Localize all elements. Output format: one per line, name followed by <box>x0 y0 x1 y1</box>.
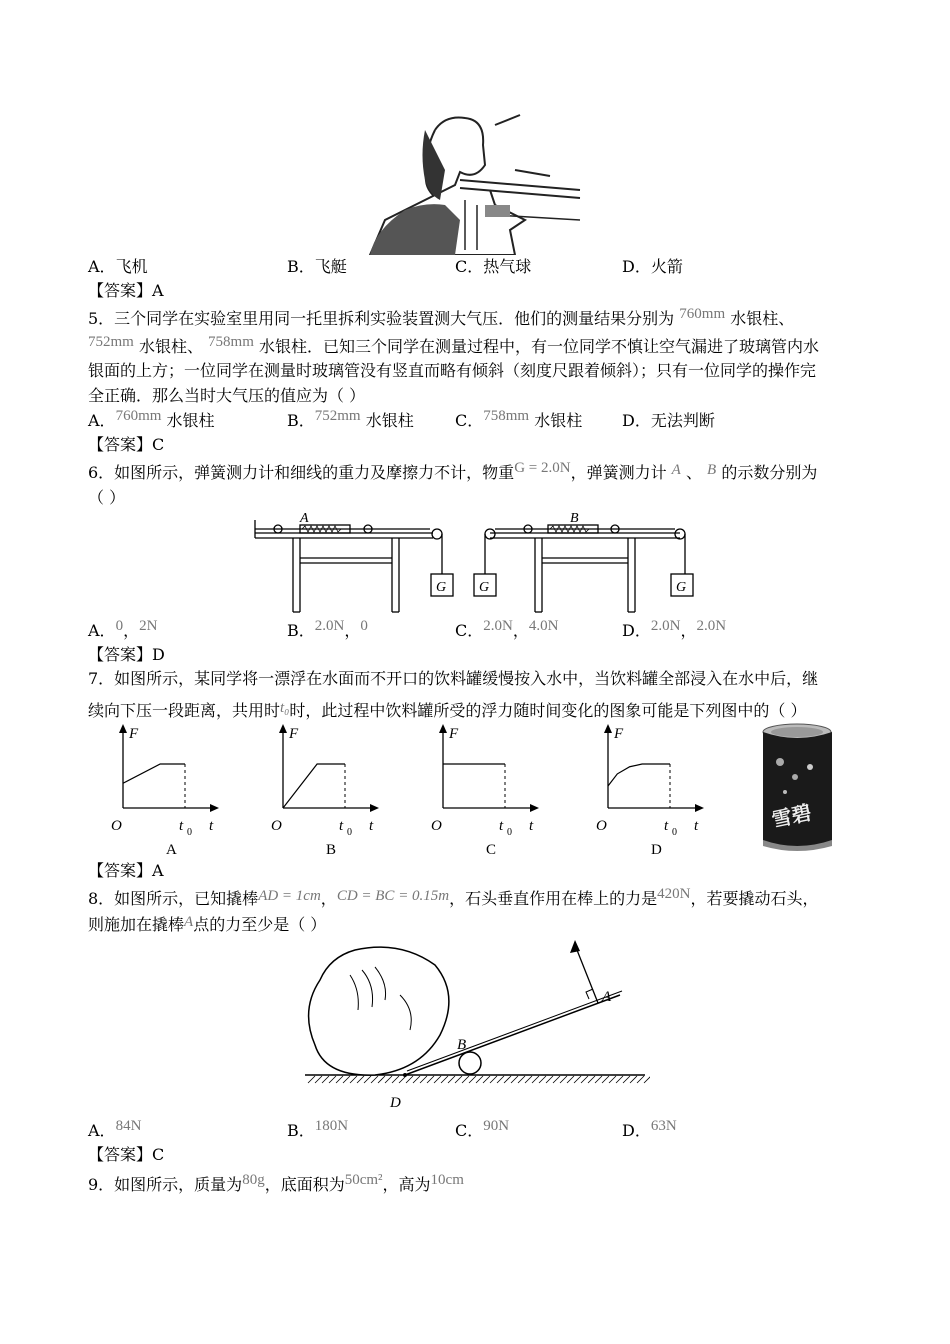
q5-option-b[interactable]: B．752mm 水银柱 <box>287 408 414 430</box>
ground-hatch-line <box>567 1076 574 1083</box>
ground-hatch-line <box>623 1076 630 1083</box>
ground-hatch-line <box>483 1076 490 1083</box>
ground-hatch-line <box>448 1076 455 1083</box>
ground-hatch-line <box>602 1076 609 1083</box>
q5-line3: 银面的上方；一位同学在测量时玻璃管没有竖直而略有倾斜（刻度尺跟着倾斜）；只有一位同学的操作完 <box>88 361 817 380</box>
ground-hatch-line <box>490 1076 497 1083</box>
q8-line1: 8．如图所示，已知撬棒AD = 1cm，CD = BC = 0.15m，石头垂直作用在棒上的力是420N，若要撬动石头， <box>88 886 819 908</box>
ground-hatch-line <box>553 1076 560 1083</box>
ground-hatch-line <box>434 1076 441 1083</box>
origin-label: O <box>431 818 442 834</box>
graph-d <box>595 722 710 862</box>
origin-label: O <box>111 818 122 834</box>
right-weight-g-left: G <box>479 580 490 595</box>
ground-hatch-line <box>469 1076 476 1083</box>
y-axis-arrow <box>119 724 127 733</box>
x-axis-label: t <box>209 818 214 834</box>
ground-hatch-line <box>364 1076 371 1083</box>
ground-hatch-line <box>441 1076 448 1083</box>
label-a: A <box>300 511 309 526</box>
q6-option-b[interactable]: B．2.0N，0 <box>287 618 368 640</box>
y-axis-arrow <box>439 724 447 733</box>
t0-tick-label: t <box>499 818 504 834</box>
q8-option-a[interactable]: A．84N <box>88 1118 142 1140</box>
lever-figure <box>300 935 650 1115</box>
graph-a <box>110 722 225 862</box>
right-table <box>474 525 693 612</box>
series-line <box>123 764 185 783</box>
ground-hatch-line <box>399 1076 406 1083</box>
t0-subscript: 0 <box>507 827 512 838</box>
t0-subscript: 0 <box>347 827 352 838</box>
series-line <box>283 764 345 808</box>
q4-option-c[interactable]: C．热气球 <box>455 257 532 276</box>
q6-option-c[interactable]: C．2.0N，4.0N <box>455 618 559 640</box>
can-brand-text: 雪碧 <box>770 802 814 832</box>
ground-hatch-line <box>532 1076 539 1083</box>
torricelli-illustration <box>365 110 590 255</box>
y-axis-arrow <box>279 724 287 733</box>
graph-title: C <box>486 842 497 858</box>
q7-line2: 续向下压一段距离，共用时t₀时，此过程中饮料罐所受的浮力随时间变化的图象可能是下列图中的（ ） <box>88 700 807 720</box>
q5-line1: 5．三个同学在实验室里用同一托里拆利实验装置测大气压．他们的测量结果分别为 760mm 水银柱、 <box>88 306 795 328</box>
ground-hatch-line <box>609 1076 616 1083</box>
ground-hatch-line <box>427 1076 434 1083</box>
q6-line1: 6．如图所示，弹簧测力计和细线的重力及摩擦力不计，物重G = 2.0N，弹簧测力计 A 、 B 的示数分别为 <box>88 460 818 482</box>
graph-title: A <box>166 842 177 858</box>
q9-line1: 9．如图所示，质量为80g，底面积为50cm²，高为10cm <box>88 1172 464 1194</box>
ground-hatch-line <box>455 1076 462 1083</box>
graph-title: D <box>651 842 662 858</box>
q4-option-a[interactable]: A．飞机 <box>88 257 148 276</box>
ground-hatch-line <box>616 1076 623 1083</box>
ground-hatch-line <box>462 1076 469 1083</box>
ground-hatch-line <box>518 1076 525 1083</box>
q4-option-b[interactable]: B．飞艇 <box>287 257 347 276</box>
t0-subscript: 0 <box>672 827 677 838</box>
ground-hatch-line <box>378 1076 385 1083</box>
ground-hatch-line <box>413 1076 420 1083</box>
t0-tick-label: t <box>179 818 184 834</box>
q8-answer: 【答案】C <box>88 1145 165 1164</box>
q5-answer: 【答案】C <box>88 435 165 454</box>
label-b: B <box>570 511 579 526</box>
q6-option-a[interactable]: A．0，2N <box>88 618 158 640</box>
lever-label-a: A <box>602 989 612 1005</box>
graph-c <box>430 722 545 862</box>
q5-option-a[interactable]: A．760mm 水银柱 <box>88 408 215 430</box>
ground-hatch-line <box>560 1076 567 1083</box>
x-axis-label: t <box>369 818 374 834</box>
ground-hatch-line <box>644 1076 650 1083</box>
ground-hatch-line <box>371 1076 378 1083</box>
x-axis-arrow <box>695 804 704 812</box>
ground-hatch-line <box>525 1076 532 1083</box>
spring-scale-figure <box>250 510 700 615</box>
x-axis-label: t <box>694 818 699 834</box>
left-weight-g: G <box>436 580 447 595</box>
t0-tick-label: t <box>339 818 344 834</box>
t0-tick-label: t <box>664 818 669 834</box>
ground-hatch-line <box>546 1076 553 1083</box>
ground-hatch-line <box>385 1076 392 1083</box>
q8-line2: 则施加在撬棒A点的力至少是（ ） <box>88 914 327 934</box>
q5-line4: 全正确．那么当时大气压的值应为（ ） <box>88 386 366 405</box>
origin-label: O <box>596 818 607 834</box>
q5-option-d[interactable]: D．无法判断 <box>622 411 715 430</box>
q6-line2: （ ） <box>88 488 126 507</box>
t0-subscript: 0 <box>187 827 192 838</box>
left-table <box>255 520 453 612</box>
ground-hatch-line <box>420 1076 427 1083</box>
x-axis-arrow <box>370 804 379 812</box>
ground-hatch-line <box>357 1076 364 1083</box>
q6-option-d[interactable]: D．2.0N，2.0N <box>622 618 727 640</box>
ground-hatch-line <box>315 1076 322 1083</box>
x-axis-label: t <box>529 818 534 834</box>
ground-hatch-line <box>392 1076 399 1083</box>
q6-answer: 【答案】D <box>88 645 165 664</box>
ground-hatch-line <box>595 1076 602 1083</box>
q5-option-c[interactable]: C．758mm 水银柱 <box>455 408 583 430</box>
x-axis-arrow <box>530 804 539 812</box>
q7-line1: 7．如图所示，某同学将一漂浮在水面而不开口的饮料罐缓慢按入水中，当饮料罐全部浸入在水中后，继 <box>88 669 819 688</box>
ground-hatch-line <box>343 1076 350 1083</box>
ground-hatch-line <box>574 1076 581 1083</box>
ground-hatch-line <box>588 1076 595 1083</box>
ground-hatch-line <box>476 1076 483 1083</box>
right-weight-g-right: G <box>676 580 687 595</box>
ground-hatch-line <box>329 1076 336 1083</box>
x-axis-arrow <box>210 804 219 812</box>
y-axis-arrow <box>604 724 612 733</box>
ground-hatch-line <box>497 1076 504 1083</box>
ground-hatch-line <box>637 1076 644 1083</box>
y-axis-label: F <box>614 726 624 742</box>
ground-hatch-line <box>630 1076 637 1083</box>
ground-hatch-line <box>336 1076 343 1083</box>
ground-hatch-line <box>539 1076 546 1083</box>
q8-option-c[interactable]: C．90N <box>455 1118 510 1140</box>
soda-can-image <box>760 722 835 852</box>
graph-title: B <box>326 842 337 858</box>
lever-label-b: B <box>457 1037 467 1053</box>
graph-b <box>270 722 385 862</box>
ground-hatch-line <box>308 1076 315 1083</box>
q5-line2: 752mm 水银柱、 758mm 水银柱．已知三个同学在测量过程中，有一位同学不慎让空气漏进了玻璃管内水 <box>88 334 819 356</box>
ground-hatch-line <box>322 1076 329 1083</box>
q8-option-b[interactable]: B．180N <box>287 1118 349 1140</box>
ground-hatch-line <box>406 1076 413 1083</box>
series-line <box>608 764 670 786</box>
lever-label-d: D <box>390 1095 401 1111</box>
ground-hatch-line <box>350 1076 357 1083</box>
y-axis-label: F <box>449 726 459 742</box>
q4-answer: 【答案】A <box>88 281 164 300</box>
origin-label: O <box>271 818 282 834</box>
q7-answer: 【答案】A <box>88 861 164 880</box>
q4-option-d[interactable]: D．火箭 <box>622 257 683 276</box>
y-axis-label: F <box>129 726 139 742</box>
y-axis-label: F <box>289 726 299 742</box>
ground-hatch-line <box>581 1076 588 1083</box>
q8-option-d[interactable]: D．63N <box>622 1118 677 1140</box>
ground-hatch-line <box>504 1076 511 1083</box>
ground-hatch-line <box>511 1076 518 1083</box>
